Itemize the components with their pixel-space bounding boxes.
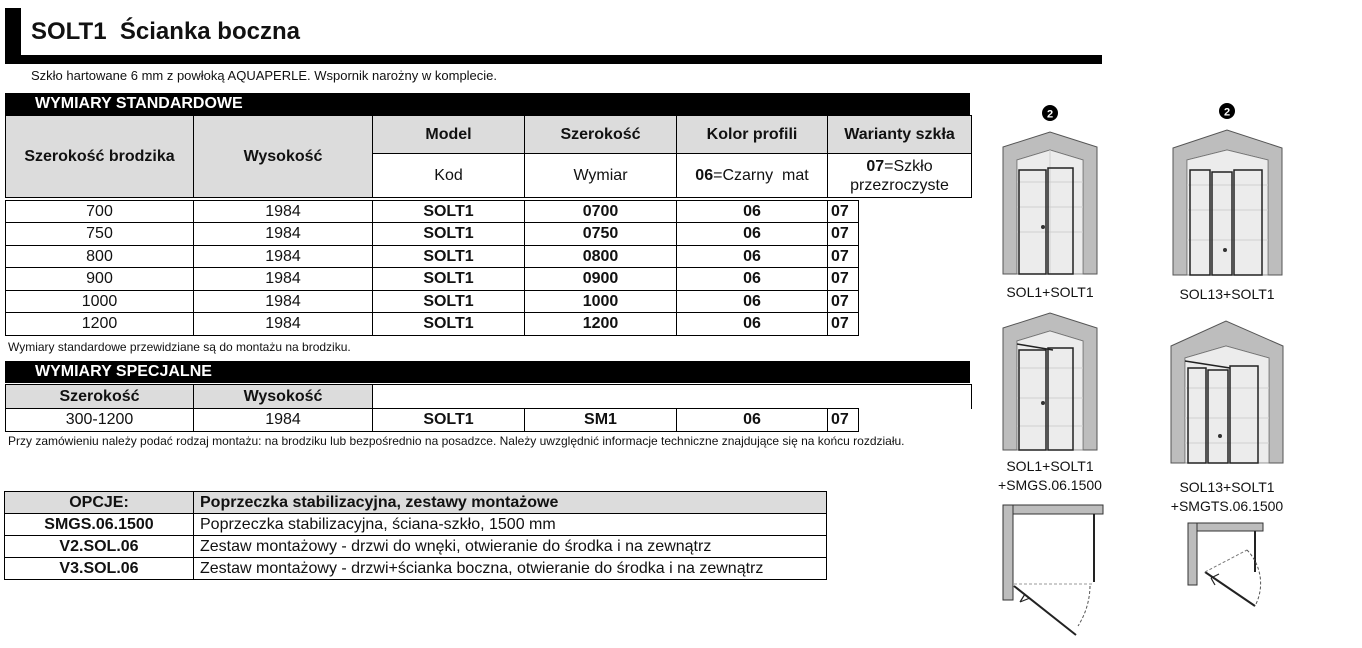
- height-cell: 1984: [194, 291, 373, 313]
- color-cell: 06: [677, 291, 828, 313]
- table-row: [6, 268, 859, 291]
- height-cell: 1984: [194, 268, 373, 291]
- options-table: [4, 491, 827, 580]
- badge-number: 2: [1046, 108, 1054, 121]
- product-code: SOLT1: [31, 18, 107, 45]
- floor-plan-bidirectional-door: [1185, 520, 1295, 640]
- caption-fig3-line1: SOL1+SOLT1: [1006, 458, 1094, 474]
- wall-left: [1188, 523, 1197, 585]
- badge-number: 2: [1223, 106, 1231, 119]
- table-row: [6, 313, 859, 336]
- table-row: [5, 514, 827, 536]
- glass-code: 07: [866, 157, 885, 175]
- glass-cell: 07: [828, 313, 859, 336]
- special-header-table: [5, 384, 972, 409]
- handle-icon: [1041, 401, 1045, 405]
- shower-illustration-sol13-solt1: [1170, 100, 1285, 285]
- door-open-line: [1014, 586, 1076, 635]
- special-note: Przy zamówieniu należy podać rodzaj montażu: na brodziku lub bezpośrednio na posadzce. Należy uwzględnić informacje techniczne znajdujące się na końcu rozdziału.: [8, 434, 905, 448]
- special-header-blank: [373, 385, 972, 409]
- handle-icon: [1041, 225, 1045, 229]
- model-cell: SOLT1: [373, 246, 525, 268]
- table-row: [6, 201, 859, 223]
- tray-cell: 800: [6, 246, 194, 268]
- caption-fig4: [1147, 478, 1307, 516]
- model-cell: SOLT1: [373, 223, 525, 246]
- wall-left: [1003, 505, 1013, 600]
- standard-header-table: [5, 115, 972, 198]
- model-cell: SOLT1: [373, 313, 525, 336]
- door-open-in-line: [1205, 550, 1247, 572]
- color-text: =Czarny mat: [713, 166, 809, 184]
- option-desc: Zestaw montażowy - drzwi+ścianka boczna, otwieranie do środka i na zewnątrz: [194, 558, 827, 580]
- sub-dimension-header: Wymiar: [525, 154, 677, 198]
- tray-cell: 1200: [6, 313, 194, 336]
- sub-color-legend: [677, 154, 828, 198]
- model-cell: SOLT1: [373, 201, 525, 223]
- floor-plan-inward-door: [1000, 502, 1110, 642]
- color-code: 06: [695, 166, 714, 184]
- caption-fig3-line2: +SMGS.06.1500: [998, 477, 1102, 493]
- color-cell: 06: [677, 246, 828, 268]
- special-width-cell: 300-1200: [6, 409, 194, 432]
- standard-section-title: WYMIARY STANDARDOWE: [5, 93, 970, 115]
- wall-back: [1003, 505, 1103, 514]
- col-tray-width-header: Szerokość brodzika: [6, 116, 194, 198]
- table-row: [5, 558, 827, 580]
- special-color-cell: 06: [677, 409, 828, 432]
- options-header-label: OPCJE:: [5, 492, 194, 514]
- option-code: V2.SOL.06: [5, 536, 194, 558]
- shower-illustration-sol1-solt1: [995, 102, 1105, 282]
- col-glass-variants-header: Warianty szkła: [828, 116, 972, 154]
- special-col-height-header: Wysokość: [194, 385, 373, 409]
- table-row: [5, 536, 827, 558]
- width-cell: 0800: [525, 246, 677, 268]
- special-height-cell: 1984: [194, 409, 373, 432]
- special-col-width-header: Szerokość: [6, 385, 194, 409]
- table-row: [6, 409, 859, 432]
- width-cell: 0750: [525, 223, 677, 246]
- glass-text: =Szkło przezroczyste: [850, 157, 949, 194]
- tray-cell: 750: [6, 223, 194, 246]
- model-cell: SOLT1: [373, 291, 525, 313]
- option-desc: Zestaw montażowy - drzwi do wnęki, otwieranie do środka i na zewnątrz: [194, 536, 827, 558]
- height-cell: 1984: [194, 223, 373, 246]
- glass-cell: 07: [828, 223, 859, 246]
- col-profile-color-header: Kolor profili: [677, 116, 828, 154]
- width-cell: 1200: [525, 313, 677, 336]
- header-accent-bar: [5, 8, 21, 64]
- standard-rows-table: [5, 200, 859, 336]
- glass-cell: 07: [828, 291, 859, 313]
- drain-icon: [1218, 434, 1222, 438]
- caption-fig1: SOL1+SOLT1: [1006, 284, 1094, 300]
- col-width-header: Szerokość: [525, 116, 677, 154]
- wall-tiles: [1187, 150, 1268, 275]
- special-section-title: WYMIARY SPECJALNE: [5, 361, 970, 383]
- special-glass-cell: 07: [828, 409, 859, 432]
- tray-cell: 900: [6, 268, 194, 291]
- tray-cell: 700: [6, 201, 194, 223]
- shower-illustration-with-t-stabilizer: [1168, 318, 1286, 468]
- model-cell: SOLT1: [373, 268, 525, 291]
- standard-note: Wymiary standardowe przewidziane są do montażu na brodziku.: [8, 340, 351, 354]
- special-dim-cell: SM1: [525, 409, 677, 432]
- glass-cell: 07: [828, 268, 859, 291]
- width-cell: 0900: [525, 268, 677, 291]
- table-row: [6, 291, 859, 313]
- table-row: [6, 246, 859, 268]
- options-header-desc: Poprzeczka stabilizacyjna, zestawy montażowe: [194, 492, 827, 514]
- caption-fig4-line2: +SMGTS.06.1500: [1170, 498, 1284, 514]
- glass-cell: 07: [828, 246, 859, 268]
- wall-back: [1188, 523, 1263, 531]
- width-cell: 1000: [525, 291, 677, 313]
- swing-arc: [1247, 550, 1261, 606]
- special-row-table: [5, 408, 859, 432]
- option-desc: Poprzeczka stabilizacyjna, ściana-szkło, 1500 mm: [194, 514, 827, 536]
- color-cell: 06: [677, 268, 828, 291]
- sub-code-header: Kod: [373, 154, 525, 198]
- glass-cell: 07: [828, 201, 859, 223]
- caption-fig3: [970, 457, 1130, 495]
- swing-arc: [1078, 586, 1090, 626]
- height-cell: 1984: [194, 201, 373, 223]
- caption-fig4-line1: SOL13+SOLT1: [1179, 479, 1275, 495]
- sub-glass-legend: [828, 154, 972, 198]
- special-model-cell: SOLT1: [373, 409, 525, 432]
- height-cell: 1984: [194, 246, 373, 268]
- option-code: V3.SOL.06: [5, 558, 194, 580]
- product-description: Szkło hartowane 6 mm z powłoką AQUAPERLE. Wspornik narożny w komplecie.: [31, 68, 498, 83]
- tray-cell: 1000: [6, 291, 194, 313]
- height-cell: 1984: [194, 313, 373, 336]
- table-row: [6, 223, 859, 246]
- color-cell: 06: [677, 223, 828, 246]
- header-rule: [21, 55, 1102, 64]
- color-cell: 06: [677, 201, 828, 223]
- width-cell: 0700: [525, 201, 677, 223]
- shower-illustration-with-stabilizer-bar: [995, 308, 1105, 458]
- drain-icon: [1223, 248, 1227, 252]
- col-height-header: Wysokość: [194, 116, 373, 198]
- color-cell: 06: [677, 313, 828, 336]
- page-title: [31, 18, 300, 46]
- col-model-header: Model: [373, 116, 525, 154]
- product-name: Ścianka boczna: [119, 18, 300, 45]
- option-code: SMGS.06.1500: [5, 514, 194, 536]
- caption-fig2: SOL13+SOLT1: [1179, 286, 1275, 302]
